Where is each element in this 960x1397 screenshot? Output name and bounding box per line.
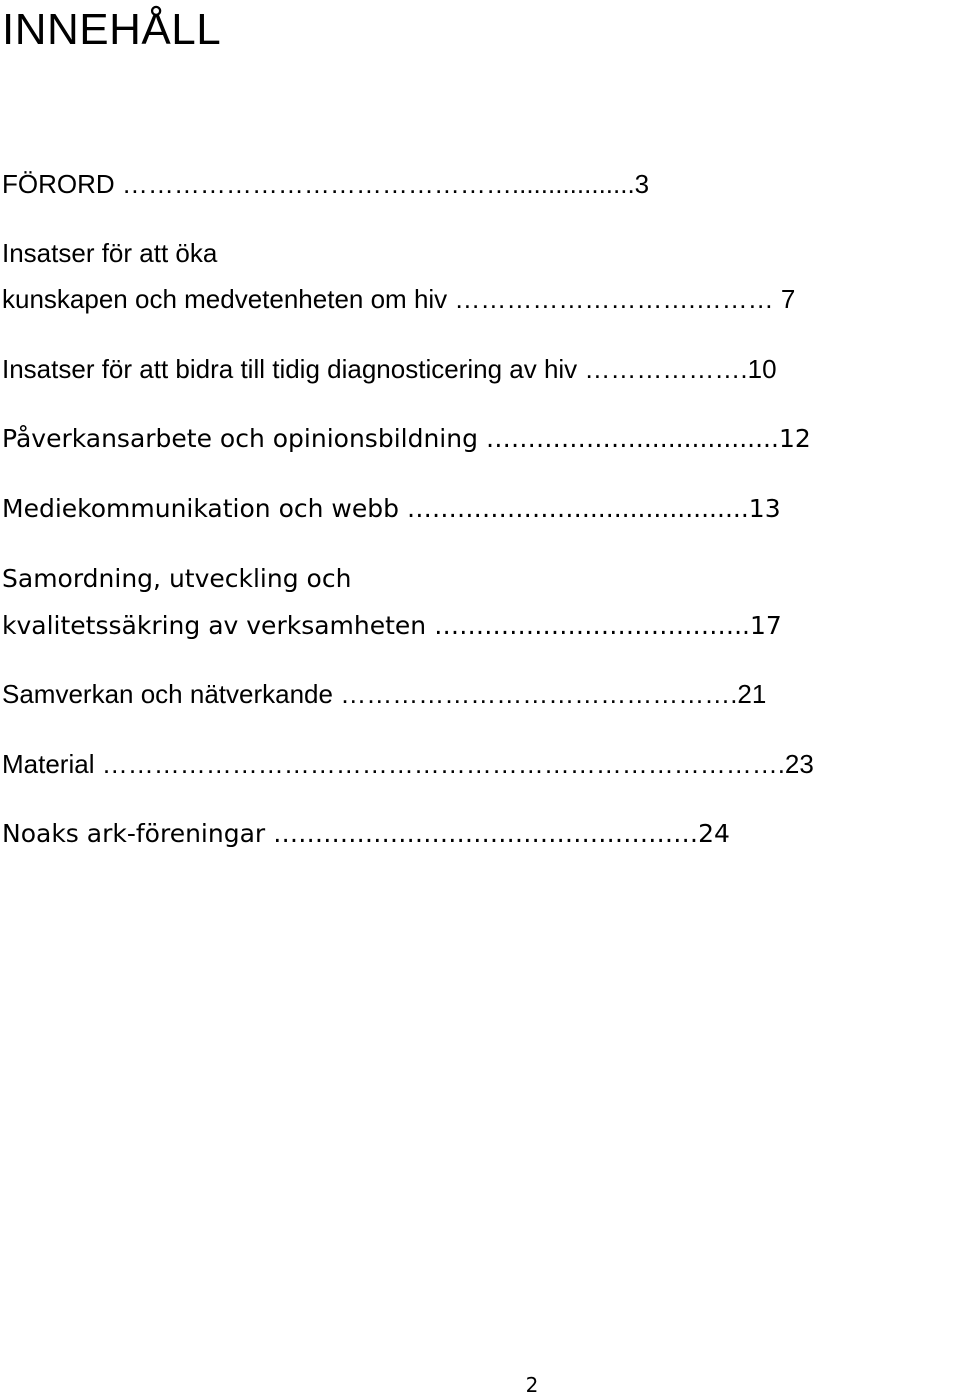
toc-entry-paverkansarbete: Påverkansarbete och opinionsbildning ………………..................12	[2, 424, 811, 453]
toc-entry-fororord: FÖRORD ……………………………………….................3	[2, 169, 650, 199]
toc-entry-samordning-line-1: Samordning, utveckling och	[2, 564, 352, 593]
toc-entry-mediekommunikation: Mediekommunikation och webb ………………….....................13	[2, 494, 781, 523]
toc-entry-diagnosticering: Insatser för att bidra till tidig diagnosticering av hiv ……………….10	[2, 354, 777, 384]
page-title: INNEHÅLL	[2, 5, 222, 54]
toc-entry-samverkan: Samverkan och nätverkande ……………………………………….21	[2, 679, 767, 709]
toc-entry-noaks-ark: Noaks ark-föreningar ……………………………………………24	[2, 819, 730, 848]
toc-entry-kunskap-line-1: Insatser för att öka	[2, 238, 218, 268]
toc-entry-samordning-line-2: kvalitetssäkring av verksamheten ………………………………..17	[2, 611, 782, 640]
toc-entry-material: Material …………………………………………………………………….23	[2, 749, 814, 779]
page-number: 2	[525, 1373, 539, 1397]
toc-entry-kunskap-line-2: kunskapen och medvetenheten om hiv ……………………….……… 7	[2, 284, 796, 314]
